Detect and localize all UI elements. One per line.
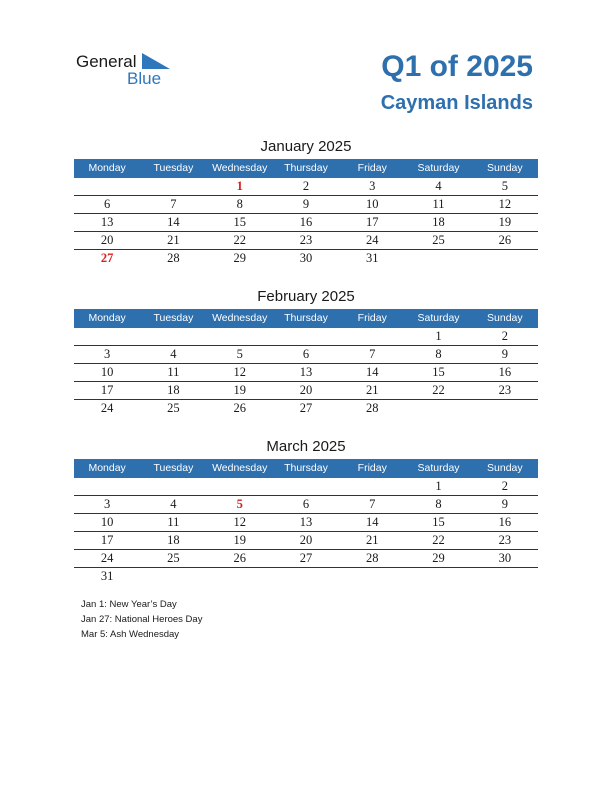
empty-day-cell [472, 250, 538, 267]
empty-day-cell [140, 178, 206, 195]
day-cell: 2 [501, 479, 508, 493]
day-cell: 22 [233, 233, 246, 247]
day-cell: 13 [100, 215, 114, 229]
week-row [74, 364, 538, 382]
day-cell: 23 [498, 533, 512, 547]
day-cell: 11 [167, 365, 180, 379]
page-title: Q1 of 2025 [381, 50, 533, 83]
day-cell: 24 [100, 551, 114, 565]
empty-day-cell [207, 568, 273, 585]
day-cell: 5 [236, 347, 243, 361]
day-cell: 9 [501, 497, 508, 511]
day-cell: 6 [302, 347, 310, 361]
day-cell: 16 [299, 215, 313, 229]
day-cell: 19 [233, 533, 246, 547]
empty-day-cell [74, 478, 140, 495]
holiday-day-cell: 5 [236, 497, 243, 511]
day-cell: 24 [366, 233, 379, 247]
day-cell: 1 [435, 329, 442, 343]
holiday-note: Mar 5: Ash Wednesday [81, 629, 180, 640]
day-cell: 22 [432, 383, 445, 397]
holiday-note: Jan 27: National Heroes Day [81, 614, 203, 625]
day-cell: 7 [369, 497, 376, 511]
day-cell: 18 [432, 215, 445, 229]
weekday-label: Friday [357, 162, 387, 174]
weekday-label: Thursday [284, 312, 328, 324]
month-title: February 2025 [257, 288, 355, 305]
weekday-label: Wednesday [212, 162, 268, 174]
day-cell: 28 [366, 551, 379, 565]
empty-day-cell [339, 328, 405, 345]
day-cell: 20 [299, 533, 313, 547]
day-cell: 1 [435, 479, 442, 493]
logo-blue-text: Blue [127, 69, 162, 88]
weekday-label: Wednesday [212, 462, 268, 474]
day-cell: 8 [435, 497, 442, 511]
day-cell: 15 [432, 365, 445, 379]
empty-day-cell [74, 328, 140, 345]
week-row [74, 550, 538, 568]
day-cell: 29 [233, 251, 246, 265]
day-cell: 8 [435, 347, 442, 361]
weekday-label: Thursday [284, 162, 328, 174]
day-cell: 12 [498, 197, 512, 211]
day-cell: 10 [100, 365, 114, 379]
week-row [74, 196, 538, 214]
weekday-label: Thursday [284, 462, 328, 474]
day-cell: 31 [100, 569, 114, 583]
day-cell: 4 [435, 179, 442, 193]
week-row [74, 250, 538, 267]
weekday-label: Monday [88, 462, 126, 474]
day-cell: 3 [369, 179, 376, 193]
weekday-label: Monday [88, 312, 126, 324]
day-cell: 16 [498, 365, 512, 379]
month-january [74, 136, 538, 267]
day-cell: 21 [366, 383, 379, 397]
week-row [74, 178, 538, 196]
week-row [74, 232, 538, 250]
day-cell: 11 [432, 197, 445, 211]
day-cell: 11 [167, 515, 180, 529]
weekday-label: Friday [357, 462, 387, 474]
week-row [74, 346, 538, 364]
day-cell: 19 [498, 215, 512, 229]
weekday-label: Sunday [487, 312, 523, 324]
empty-day-cell [339, 568, 405, 585]
empty-day-cell [472, 400, 538, 417]
week-row [74, 568, 538, 585]
empty-day-cell [339, 478, 405, 495]
month-february [74, 286, 538, 417]
day-cell: 10 [100, 515, 114, 529]
day-cell: 4 [170, 347, 177, 361]
day-cell: 26 [233, 551, 246, 565]
day-cell: 20 [100, 233, 114, 247]
day-cell: 16 [498, 515, 512, 529]
day-cell: 7 [170, 197, 177, 211]
day-cell: 26 [498, 233, 512, 247]
day-cell: 14 [366, 365, 379, 379]
weekday-header [74, 309, 538, 328]
day-cell: 14 [167, 215, 180, 229]
day-cell: 3 [104, 347, 111, 361]
day-cell: 12 [233, 365, 246, 379]
day-cell: 27 [299, 401, 313, 415]
triangle-flag-icon [142, 53, 172, 69]
day-cell: 18 [167, 533, 180, 547]
week-row [74, 328, 538, 346]
empty-day-cell [207, 328, 273, 345]
day-cell: 27 [299, 551, 313, 565]
day-cell: 9 [501, 347, 508, 361]
weekday-label: Saturday [417, 162, 460, 174]
calendar-grid [74, 328, 538, 417]
day-cell: 17 [366, 215, 379, 229]
week-row [74, 214, 538, 232]
day-cell: 7 [369, 347, 376, 361]
week-row [74, 532, 538, 550]
day-cell: 28 [366, 401, 379, 415]
day-cell: 13 [299, 365, 313, 379]
day-cell: 17 [100, 533, 114, 547]
day-cell: 23 [498, 383, 512, 397]
day-cell: 9 [302, 197, 310, 211]
day-cell: 14 [366, 515, 379, 529]
week-row [74, 514, 538, 532]
day-cell: 17 [100, 383, 114, 397]
weekday-label: Tuesday [153, 162, 194, 174]
day-cell: 21 [366, 533, 379, 547]
day-cell: 10 [366, 197, 379, 211]
empty-day-cell [140, 478, 206, 495]
empty-day-cell [273, 328, 339, 345]
empty-day-cell [472, 568, 538, 585]
day-cell: 4 [170, 497, 177, 511]
day-cell: 25 [432, 233, 445, 247]
empty-day-cell [405, 568, 471, 585]
page-subtitle: Cayman Islands [380, 92, 533, 114]
day-cell: 29 [432, 551, 445, 565]
weekday-label: Saturday [417, 312, 460, 324]
day-cell: 18 [167, 383, 180, 397]
logo-general-text: General [76, 52, 137, 71]
week-row [74, 496, 538, 514]
weekday-header [74, 159, 538, 178]
empty-day-cell [405, 400, 471, 417]
weekday-label: Tuesday [153, 312, 194, 324]
empty-day-cell [273, 568, 339, 585]
day-cell: 26 [233, 401, 246, 415]
day-cell: 22 [432, 533, 445, 547]
day-cell: 28 [167, 251, 180, 265]
logo [76, 52, 176, 92]
day-cell: 25 [167, 401, 180, 415]
empty-day-cell [74, 178, 140, 195]
empty-day-cell [140, 328, 206, 345]
day-cell: 31 [366, 251, 379, 265]
weekday-header [74, 459, 538, 478]
day-cell: 24 [100, 401, 114, 415]
day-cell: 30 [498, 551, 512, 565]
week-row [74, 382, 538, 400]
holiday-day-cell: 27 [100, 251, 114, 265]
day-cell: 2 [501, 329, 508, 343]
weekday-label: Sunday [487, 462, 523, 474]
month-march [74, 436, 538, 585]
day-cell: 21 [167, 233, 180, 247]
empty-day-cell [207, 478, 273, 495]
weekday-label: Monday [88, 162, 126, 174]
month-title: March 2025 [266, 438, 346, 455]
day-cell: 25 [167, 551, 180, 565]
day-cell: 19 [233, 383, 246, 397]
day-cell: 12 [233, 515, 246, 529]
week-row [74, 400, 538, 417]
day-cell: 6 [104, 197, 111, 211]
empty-day-cell [140, 568, 206, 585]
empty-day-cell [273, 478, 339, 495]
day-cell: 3 [104, 497, 111, 511]
week-row [74, 478, 538, 496]
day-cell: 30 [299, 251, 313, 265]
weekday-label: Friday [357, 312, 387, 324]
day-cell: 8 [236, 197, 243, 211]
calendar-grid [74, 178, 538, 267]
day-cell: 23 [299, 233, 313, 247]
weekday-label: Wednesday [212, 312, 268, 324]
day-cell: 15 [432, 515, 445, 529]
day-cell: 15 [233, 215, 246, 229]
weekday-label: Tuesday [153, 462, 194, 474]
holiday-day-cell: 1 [236, 179, 243, 193]
holiday-notes [81, 597, 202, 642]
empty-day-cell [405, 250, 471, 267]
holiday-note: Jan 1: New Year’s Day [81, 599, 177, 610]
day-cell: 13 [299, 515, 313, 529]
month-title: January 2025 [260, 138, 352, 155]
day-cell: 6 [302, 497, 310, 511]
weekday-label: Sunday [487, 162, 523, 174]
day-cell: 2 [302, 179, 310, 193]
weekday-label: Saturday [417, 462, 460, 474]
day-cell: 5 [501, 179, 508, 193]
calendar-grid [74, 478, 538, 585]
day-cell: 20 [299, 383, 313, 397]
